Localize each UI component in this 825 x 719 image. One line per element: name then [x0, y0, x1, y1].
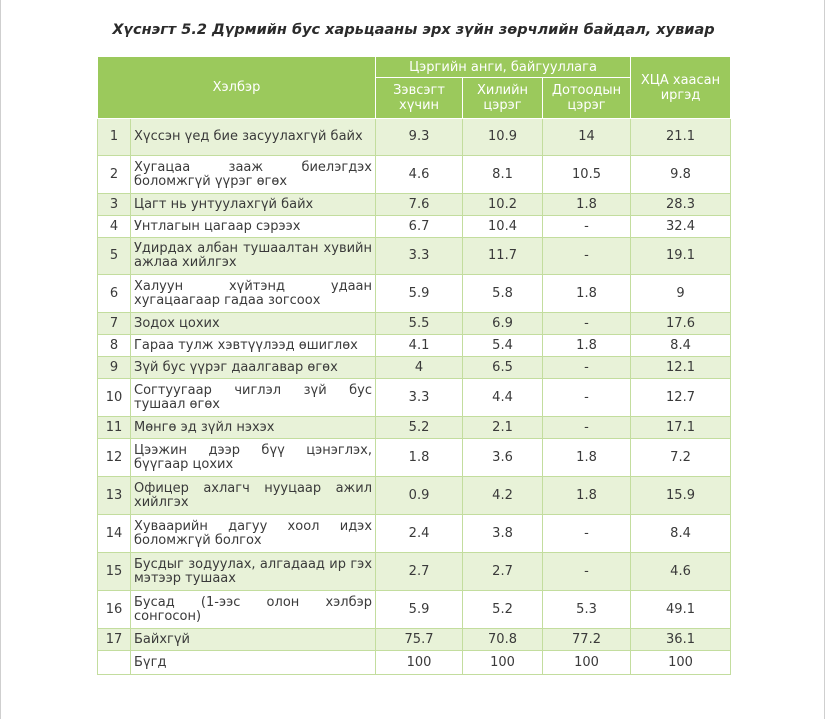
table-body [98, 119, 731, 675]
row-number: 7 [98, 313, 131, 335]
value-veterans: 19.1 [631, 238, 731, 275]
table-row [98, 238, 731, 275]
value-armed-forces: 2.7 [376, 553, 463, 591]
value-veterans: 21.1 [631, 119, 731, 156]
value-border-troops: 8.1 [463, 156, 543, 194]
row-label: Хугацаа зааж биелэгдэх боломжгүй үүрэг өгөх [131, 156, 376, 194]
table-row [98, 629, 731, 651]
row-label: Цагт нь унтуулахгүй байх [131, 194, 376, 216]
table-row [98, 194, 731, 216]
value-border-troops: 10.4 [463, 216, 543, 238]
header-col4: ХЦА хаасан иргэд [631, 57, 731, 119]
table-header [98, 57, 731, 119]
value-internal-troops: 100 [543, 651, 631, 675]
value-veterans: 28.3 [631, 194, 731, 216]
value-armed-forces: 5.9 [376, 275, 463, 313]
value-veterans: 12.1 [631, 357, 731, 379]
table-row [98, 591, 731, 629]
value-internal-troops: - [543, 515, 631, 553]
value-veterans: 36.1 [631, 629, 731, 651]
value-armed-forces: 5.2 [376, 417, 463, 439]
row-number: 11 [98, 417, 131, 439]
row-label: Хуваарийн дагуу хоол идэх боломжгүй болгох [131, 515, 376, 553]
value-armed-forces: 6.7 [376, 216, 463, 238]
value-armed-forces: 5.9 [376, 591, 463, 629]
row-number: 5 [98, 238, 131, 275]
row-number: 4 [98, 216, 131, 238]
row-label: Бусад (1-ээс олон хэлбэр сонгосон) [131, 591, 376, 629]
value-veterans: 4.6 [631, 553, 731, 591]
table-row [98, 156, 731, 194]
row-number: 2 [98, 156, 131, 194]
value-border-troops: 10.2 [463, 194, 543, 216]
value-border-troops: 100 [463, 651, 543, 675]
value-border-troops: 5.2 [463, 591, 543, 629]
value-armed-forces: 1.8 [376, 439, 463, 477]
row-label: Зодох цохих [131, 313, 376, 335]
value-internal-troops: - [543, 553, 631, 591]
value-border-troops: 4.4 [463, 379, 543, 417]
value-veterans: 32.4 [631, 216, 731, 238]
table-row [98, 313, 731, 335]
value-armed-forces: 3.3 [376, 379, 463, 417]
table-caption: Хүснэгт 5.2 Дүрмийн бус харьцааны эрх зүйн зөрчлийн байдал, хувиар [112, 22, 715, 38]
row-number: 14 [98, 515, 131, 553]
row-label: Байхгүй [131, 629, 376, 651]
value-internal-troops: 1.8 [543, 335, 631, 357]
value-internal-troops: 14 [543, 119, 631, 156]
value-internal-troops: - [543, 417, 631, 439]
value-border-troops: 6.9 [463, 313, 543, 335]
row-number: 10 [98, 379, 131, 417]
row-number: 12 [98, 439, 131, 477]
row-label: Офицер ахлагч нууцаар ажил хийлгэх [131, 477, 376, 515]
table-row [98, 379, 731, 417]
header-col1: Зэвсэгт хүчин [376, 78, 463, 119]
header-col2: Хилийн цэрэг [463, 78, 543, 119]
value-veterans: 100 [631, 651, 731, 675]
header-col3: Дотоодын цэрэг [543, 78, 631, 119]
row-number: 17 [98, 629, 131, 651]
table-row [98, 515, 731, 553]
value-internal-troops: 1.8 [543, 477, 631, 515]
value-veterans: 15.9 [631, 477, 731, 515]
header-form: Хэлбэр [98, 57, 376, 119]
row-number: 15 [98, 553, 131, 591]
value-internal-troops: - [543, 238, 631, 275]
row-label: Цээжин дээр бүү цэнэглэх, бүүгаар цохих [131, 439, 376, 477]
value-internal-troops: 5.3 [543, 591, 631, 629]
value-veterans: 9 [631, 275, 731, 313]
row-label: Хүссэн үед бие засуулахгүй байх [131, 119, 376, 156]
value-border-troops: 10.9 [463, 119, 543, 156]
row-number: 3 [98, 194, 131, 216]
value-veterans: 9.8 [631, 156, 731, 194]
value-armed-forces: 5.5 [376, 313, 463, 335]
value-border-troops: 5.4 [463, 335, 543, 357]
value-veterans: 17.6 [631, 313, 731, 335]
row-number: 9 [98, 357, 131, 379]
value-armed-forces: 2.4 [376, 515, 463, 553]
row-label: Зүй бус үүрэг даалгавар өгөх [131, 357, 376, 379]
value-internal-troops: - [543, 313, 631, 335]
table-row [98, 477, 731, 515]
value-armed-forces: 100 [376, 651, 463, 675]
value-border-troops: 11.7 [463, 238, 543, 275]
row-label: Бүгд [131, 651, 376, 675]
table-row [98, 651, 731, 675]
table-row [98, 216, 731, 238]
value-veterans: 7.2 [631, 439, 731, 477]
value-internal-troops: - [543, 216, 631, 238]
value-veterans: 8.4 [631, 335, 731, 357]
row-label: Халуун хүйтэнд удаан хугацаагаар гадаа зогсоох [131, 275, 376, 313]
value-border-troops: 70.8 [463, 629, 543, 651]
row-label: Мөнгө эд зүйл нэхэх [131, 417, 376, 439]
row-number: 1 [98, 119, 131, 156]
value-internal-troops: 1.8 [543, 194, 631, 216]
value-internal-troops: 1.8 [543, 275, 631, 313]
value-internal-troops: 10.5 [543, 156, 631, 194]
row-number: 16 [98, 591, 131, 629]
value-internal-troops: 1.8 [543, 439, 631, 477]
value-armed-forces: 4.6 [376, 156, 463, 194]
table-row [98, 119, 731, 156]
table-row [98, 417, 731, 439]
value-internal-troops: - [543, 357, 631, 379]
row-number: 6 [98, 275, 131, 313]
row-number: 13 [98, 477, 131, 515]
table-row [98, 275, 731, 313]
value-border-troops: 3.6 [463, 439, 543, 477]
value-armed-forces: 7.6 [376, 194, 463, 216]
row-number [98, 651, 131, 675]
row-label: Согтуугаар чиглэл зүй бус тушаал өгөх [131, 379, 376, 417]
table-row [98, 553, 731, 591]
table-row [98, 335, 731, 357]
value-armed-forces: 4.1 [376, 335, 463, 357]
table-row [98, 439, 731, 477]
violations-table [97, 56, 731, 675]
value-veterans: 49.1 [631, 591, 731, 629]
value-armed-forces: 0.9 [376, 477, 463, 515]
value-veterans: 17.1 [631, 417, 731, 439]
value-veterans: 8.4 [631, 515, 731, 553]
value-border-troops: 3.8 [463, 515, 543, 553]
value-armed-forces: 9.3 [376, 119, 463, 156]
value-veterans: 12.7 [631, 379, 731, 417]
value-border-troops: 6.5 [463, 357, 543, 379]
row-label: Бусдыг зодуулах, алгадаад ир гэх мэтээр тушаах [131, 553, 376, 591]
value-armed-forces: 4 [376, 357, 463, 379]
value-internal-troops: - [543, 379, 631, 417]
value-border-troops: 2.7 [463, 553, 543, 591]
header-group: Цэргийн анги, байгууллага [376, 57, 631, 78]
value-armed-forces: 75.7 [376, 629, 463, 651]
row-label: Удирдах албан тушаалтан хувийн ажлаа хийлгэх [131, 238, 376, 275]
value-border-troops: 5.8 [463, 275, 543, 313]
value-border-troops: 2.1 [463, 417, 543, 439]
row-number: 8 [98, 335, 131, 357]
value-internal-troops: 77.2 [543, 629, 631, 651]
row-label: Гараа тулж хэвтүүлээд өшиглөх [131, 335, 376, 357]
table-row [98, 357, 731, 379]
value-border-troops: 4.2 [463, 477, 543, 515]
value-armed-forces: 3.3 [376, 238, 463, 275]
row-label: Унтлагын цагаар сэрээх [131, 216, 376, 238]
